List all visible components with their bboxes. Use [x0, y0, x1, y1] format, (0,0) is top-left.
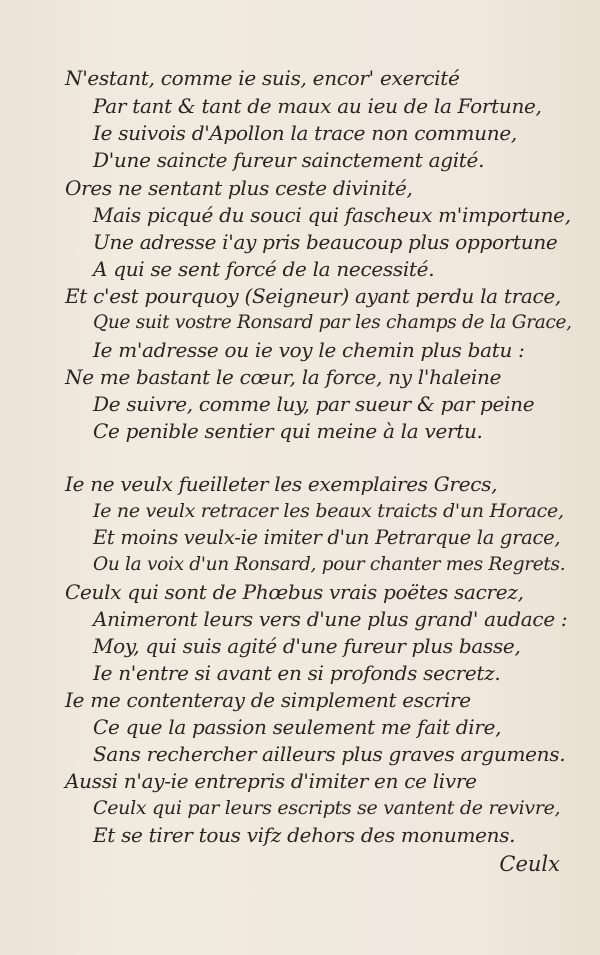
verse-line: Ie suivois d'Apollon la trace non commune, — [93, 121, 517, 145]
verse-line: Ores ne sentant plus ceste divinité, — [65, 176, 413, 200]
verse-line: De suivre, comme luy, par sueur & par peine — [93, 392, 535, 416]
verse-line: Ce que la passion seulement me fait dire, — [93, 715, 502, 739]
verse-line: Une adresse i'ay pris beaucoup plus opportune — [93, 230, 558, 254]
verse-line: A qui se sent forcé de la necessité. — [93, 257, 435, 281]
verse-line: Animeront leurs vers d'une plus grand' audace : — [93, 607, 568, 631]
verse-line: Ou la voix d'un Ronsard, pour chanter mes Regrets. — [93, 554, 566, 575]
verse-line: Ne me bastant le cœur, la force, ny l'haleine — [65, 365, 502, 389]
verse-line: Ceulx qui par leurs escripts se vantent de revivre, — [93, 797, 561, 819]
verse-line: Mais picqué du souci qui fascheux m'importune, — [93, 203, 571, 227]
verse-line: Ce penible sentier qui meine à la vertu. — [93, 419, 483, 443]
verse-line: Moy, qui suis agité d'une fureur plus basse, — [93, 634, 521, 658]
verse-line: Et c'est pourquoy (Seigneur) ayant perdu la trace, — [65, 284, 561, 308]
verse-line: Ie ne veulx retracer les beaux traicts d'un Horace, — [93, 500, 564, 522]
verse-line: Aussi n'ay-ie entrepris d'imiter en ce livre — [65, 769, 477, 793]
catchword: Ceulx — [499, 852, 560, 876]
verse-line: Que suit vostre Ronsard par les champs de la Grace, — [93, 312, 572, 333]
verse-line: Ie me contenteray de simplement escrire — [65, 688, 471, 712]
verse-line: Sans rechercher ailleurs plus graves argumens. — [93, 742, 566, 766]
verse-line: D'une saincte fureur sainctement agité. — [93, 148, 485, 172]
verse-line: Ie n'entre si avant en si profonds secretz. — [93, 661, 501, 685]
verse-line: Et moins veulx-ie imiter d'un Petrarque la grace, — [93, 526, 561, 549]
verse-line: Ie m'adresse ou ie voy le chemin plus batu : — [93, 338, 525, 362]
verse-line: Ie ne veulx fueilleter les exemplaires Grecs, — [65, 472, 498, 496]
verse-line: N'estant, comme ie suis, encor' exercité — [65, 66, 460, 90]
verse-line: Ceulx qui sont de Phœbus vrais poëtes sacrez, — [65, 580, 524, 604]
verse-line: Et se tirer tous vifz dehors des monumens. — [93, 823, 516, 847]
verse-line: Par tant & tant de maux au ieu de la Fortune, — [93, 94, 542, 118]
